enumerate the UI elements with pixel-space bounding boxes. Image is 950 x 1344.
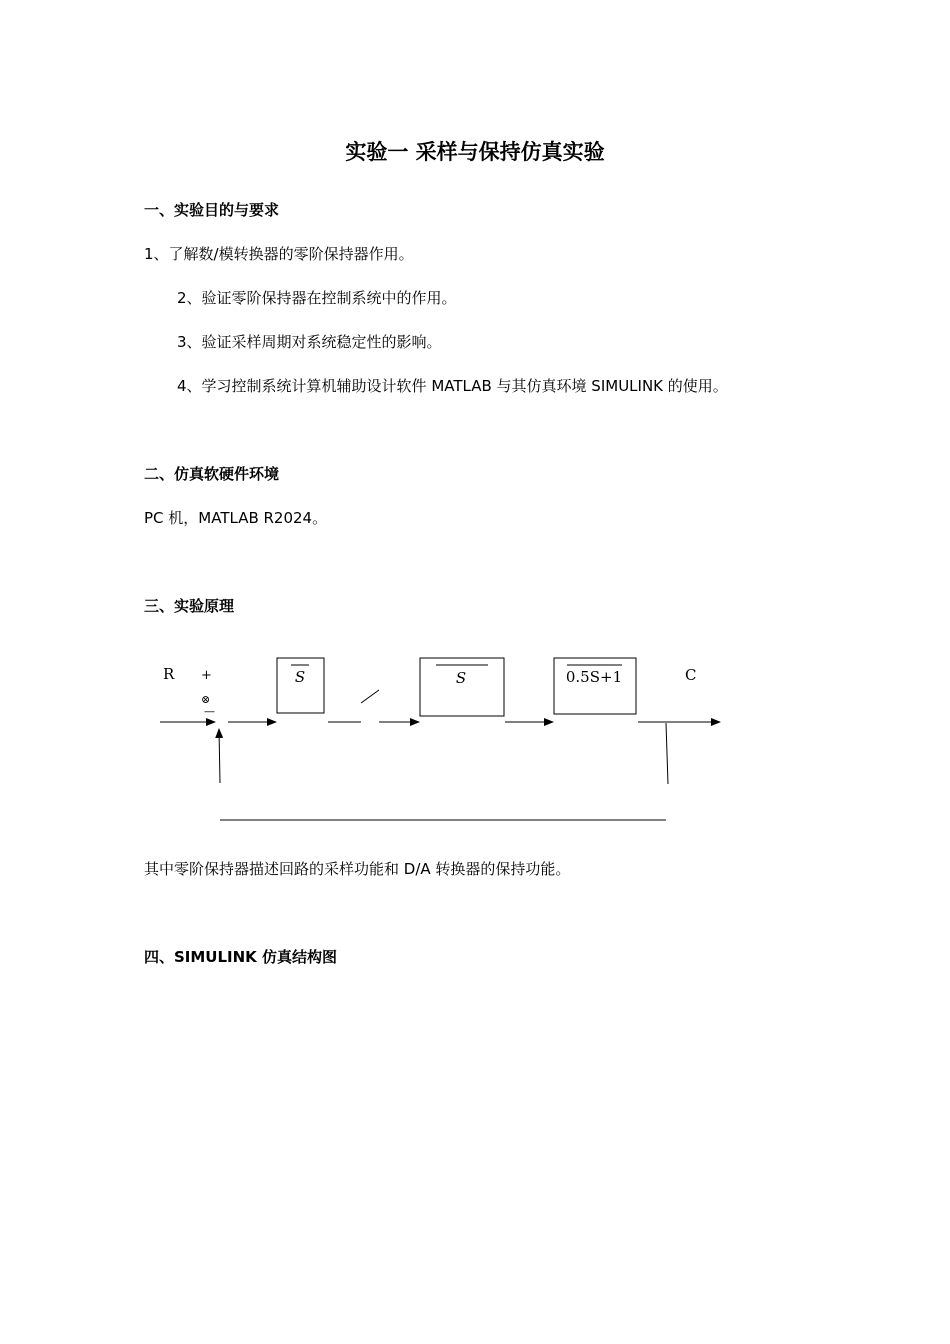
environment-text: PC 机，MATLAB R2024。: [144, 509, 328, 527]
section-heading-principle: 三、实验原理: [144, 597, 235, 615]
block3-denominator: 0.5S+1: [565, 668, 623, 686]
transfer-block-2: [420, 658, 504, 716]
feedback-down-line: [666, 723, 668, 784]
input-label: R: [163, 665, 175, 683]
block1-denominator: S: [294, 668, 306, 686]
diagram-caption: 其中零阶保持器描述回路的采样功能和 D/A 转换器的保持功能。: [144, 860, 571, 878]
section-heading-environment: 二、仿真软硬件环境: [144, 465, 280, 483]
block2-denominator: S: [455, 669, 467, 687]
sampler-switch-icon: [361, 690, 379, 703]
section-heading-objectives: 一、实验目的与要求: [144, 201, 280, 219]
plus-sign: +: [201, 668, 212, 683]
output-label: C: [685, 666, 697, 684]
objective-item-4: 4、学习控制系统计算机辅助设计软件 MATLAB 与其仿真环境 SIMULINK 的使用。: [177, 377, 728, 395]
objective-item-1: 1、了解数/模转换器的零阶保持器作用。: [144, 245, 414, 263]
section-heading-simulink: 四、SIMULINK 仿真结构图: [144, 948, 338, 966]
objective-item-3: 3、验证采样周期对系统稳定性的影响。: [177, 333, 442, 351]
page-title: 实验一 采样与保持仿真实验: [345, 140, 605, 164]
summing-junction-icon: ⊗: [201, 693, 211, 706]
objective-item-2: 2、验证零阶保持器在控制系统中的作用。: [177, 289, 457, 307]
feedback-up-arrow: [219, 729, 220, 783]
minus-sign: —: [204, 705, 215, 718]
transfer-block-3: [554, 658, 636, 714]
